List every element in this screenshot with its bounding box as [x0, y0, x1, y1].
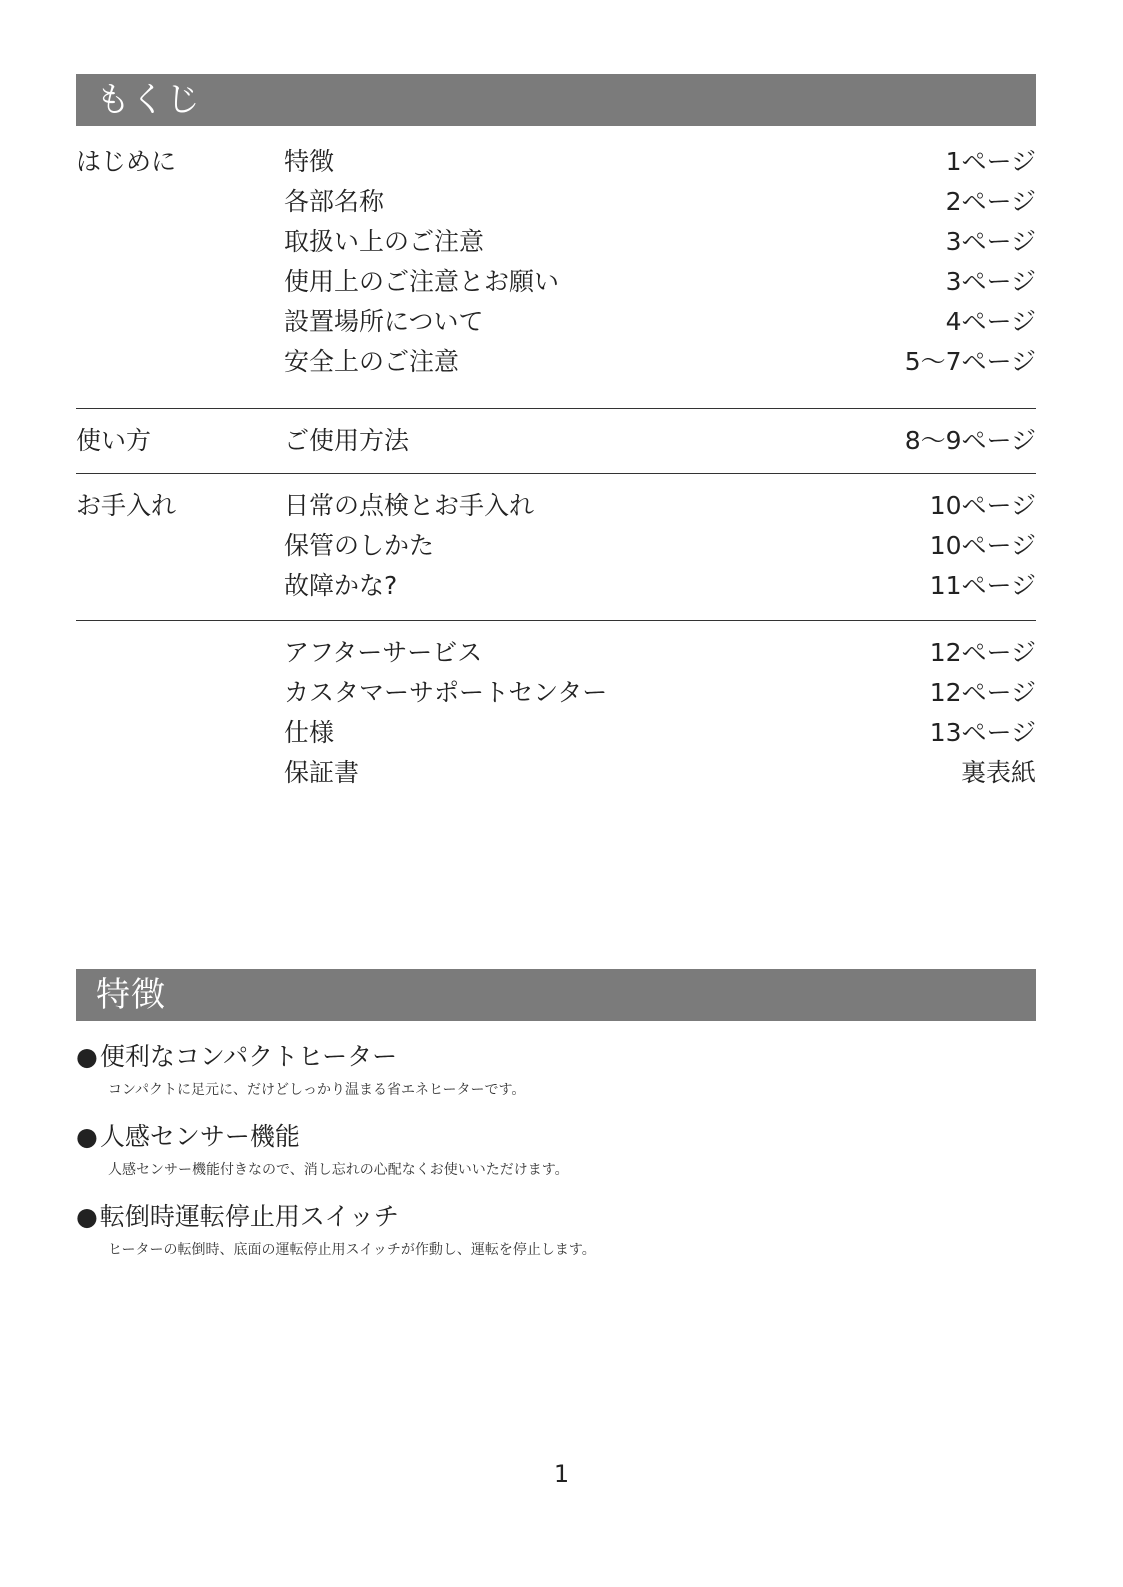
page-number: 1	[553, 1460, 570, 1488]
toc-item-title: 保証書	[284, 758, 360, 787]
bullet-icon: ●	[76, 1202, 98, 1231]
toc-item-page: 1ページ	[945, 147, 1036, 176]
toc-item-page: 12ページ	[929, 638, 1036, 667]
toc-item-title: 設置場所について	[284, 307, 484, 336]
bullet-icon: ●	[76, 1042, 98, 1071]
bullet-icon: ●	[76, 1122, 98, 1151]
toc-item-title: 仕様	[284, 718, 335, 747]
toc-group-other	[76, 621, 1036, 793]
toc-item-page: 13ページ	[929, 718, 1036, 747]
feature-title: 人感センサー機能	[99, 1122, 300, 1151]
feature-description: ヒーターの転倒時、底面の運転停止用スイッチが作動し、運転を停止します。	[108, 1242, 596, 1258]
toc-item-title: ご使用方法	[284, 426, 410, 455]
toc-item-title: 保管のしかた	[284, 531, 435, 560]
toc-item-title: 日常の点検とお手入れ	[284, 491, 535, 520]
toc-item[interactable]	[284, 486, 1036, 526]
toc-item-title: 特徴	[284, 147, 335, 176]
features-list	[76, 1036, 1036, 1276]
features-heading: 特徴	[76, 969, 1036, 1021]
feature-title: 転倒時運転停止用スイッチ	[99, 1202, 399, 1231]
toc-category: 使い方	[76, 426, 152, 455]
toc-item-title: 使用上のご注意とお願い	[284, 267, 560, 296]
feature-item	[76, 1036, 1036, 1102]
toc-group-introduction	[76, 140, 1036, 409]
toc-item[interactable]	[284, 673, 1036, 713]
toc-item-page: 2ページ	[945, 187, 1036, 216]
toc-category: お手入れ	[76, 491, 177, 520]
toc-item[interactable]	[284, 222, 1036, 262]
toc-heading: もくじ	[76, 74, 1036, 126]
toc-category: はじめに	[76, 147, 177, 176]
toc-item-page: 11ページ	[929, 571, 1036, 600]
toc-item-title: 取扱い上のご注意	[284, 227, 485, 256]
toc-item-page: 4ページ	[945, 307, 1036, 336]
toc-item[interactable]	[284, 566, 1036, 606]
toc-item[interactable]	[284, 633, 1036, 673]
toc-item[interactable]	[284, 182, 1036, 222]
toc-item[interactable]	[284, 302, 1036, 342]
feature-title: 便利なコンパクトヒーター	[99, 1042, 398, 1071]
toc-group-maintenance	[76, 474, 1036, 621]
toc-item[interactable]	[284, 142, 1036, 182]
feature-description: コンパクトに足元に、だけどしっかり温まる省エネヒーターです。	[108, 1082, 526, 1098]
toc-item-page: 12ページ	[929, 678, 1036, 707]
toc-item[interactable]	[284, 753, 1036, 793]
toc-item-page: 10ページ	[929, 531, 1036, 560]
toc-item-page: 5〜7ページ	[904, 347, 1036, 376]
toc-item[interactable]	[284, 713, 1036, 753]
toc-item[interactable]	[284, 342, 1036, 382]
toc-item-page: 8〜9ページ	[904, 426, 1036, 455]
feature-item	[76, 1116, 1036, 1182]
table-of-contents	[76, 140, 1036, 793]
toc-item-title: アフターサービス	[284, 638, 483, 667]
toc-item-page: 裏表紙	[960, 758, 1036, 787]
feature-description: 人感センサー機能付きなので、消し忘れの心配なくお使いいただけます。	[108, 1162, 569, 1178]
toc-item-title: 安全上のご注意	[284, 347, 460, 376]
toc-item-page: 10ページ	[929, 491, 1036, 520]
toc-item-title: 各部名称	[284, 187, 385, 216]
feature-item	[76, 1196, 1036, 1262]
toc-item[interactable]	[284, 421, 1036, 461]
toc-item-page: 3ページ	[945, 267, 1036, 296]
toc-item-title: 故障かな?	[284, 571, 398, 600]
toc-item[interactable]	[284, 262, 1036, 302]
toc-item-page: 3ページ	[945, 227, 1036, 256]
toc-item[interactable]	[284, 526, 1036, 566]
toc-category	[76, 633, 284, 793]
toc-group-usage	[76, 409, 1036, 474]
toc-item-title: カスタマーサポートセンター	[284, 678, 608, 707]
